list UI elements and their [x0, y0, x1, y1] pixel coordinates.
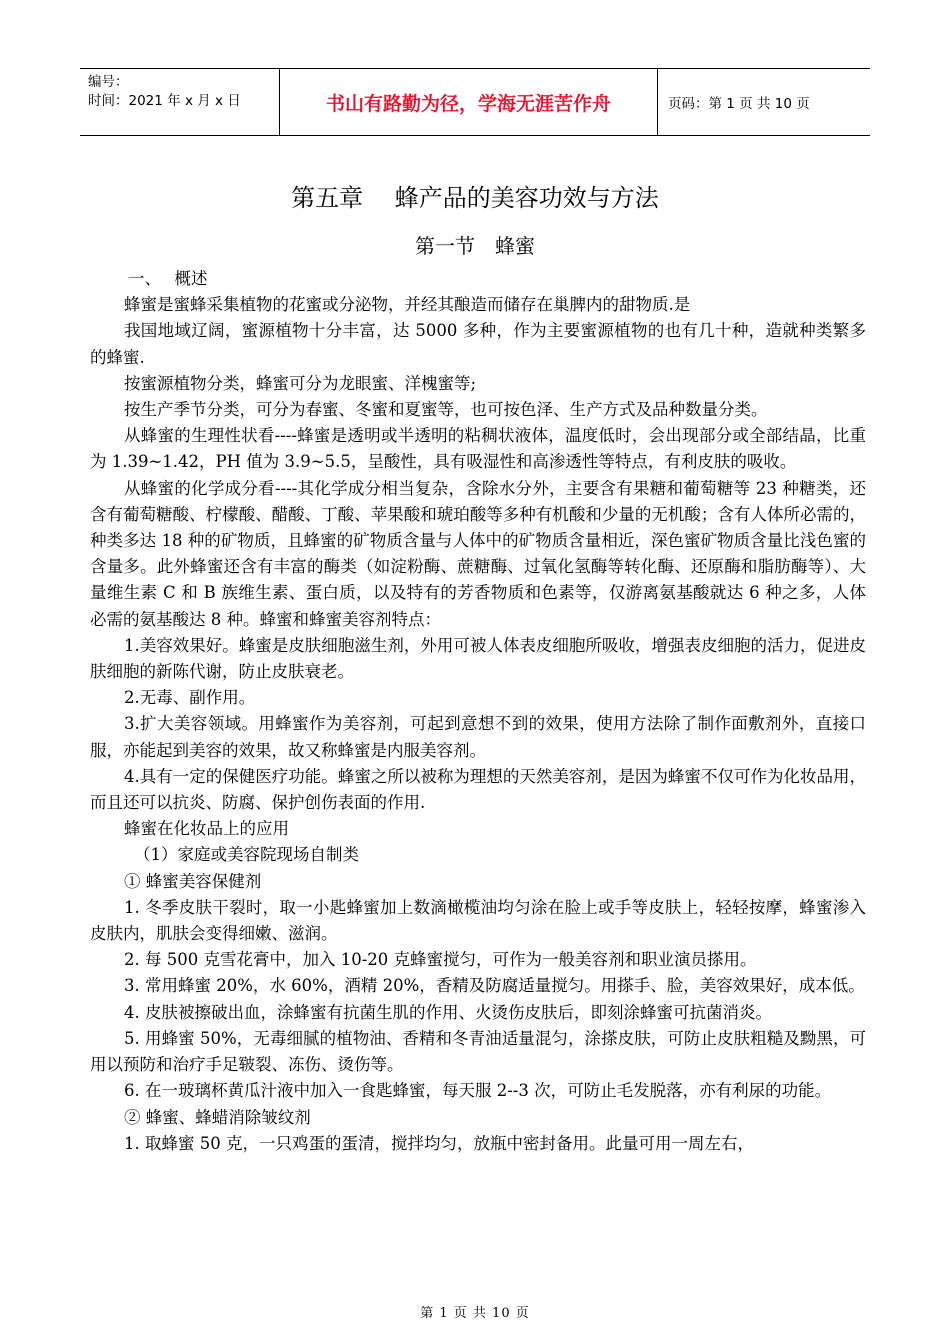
header-meta	[80, 69, 280, 135]
list-item: 2. 每 500 克雪花膏中，加入 10-20 克蜂蜜搅匀，可作为一般美容剂和职业演员搽用。	[124, 950, 757, 970]
list-item: 4.具有一定的保健医疗功能。蜂蜜之所以被称为理想的天然美容剂，是因为蜂蜜不仅可作为化妆品用，而且还可以抗炎、防腐、保护创伤表面的作用.	[90, 766, 866, 813]
list-item: 1.美容效果好。蜂蜜是皮肤细胞滋生剂，外用可被人体表皮细胞所吸收，增强表皮细胞的活力，促进皮肤细胞的新陈代谢，防止皮肤衰老。	[90, 635, 866, 682]
list-item: 3.扩大美容领域。用蜂蜜作为美容剂，可起到意想不到的效果，使用方法除了制作面敷剂外，直接口服，亦能起到美容的效果，故又称蜂蜜是内服美容剂。	[90, 714, 866, 760]
paragraph: 从蜂蜜的生理性状看----蜂蜜是透明或半透明的粘稠状液体，温度低时，会出现部分或全部结晶，比重为 1.39~1.42，PH 值为 3.9~5.5，呈酸性，具有吸湿性和高渗透性等特点，有利皮肤的吸收。	[90, 426, 866, 472]
paragraph: 蜂蜜是蜜蜂采集植物的花蜜或分泌物，并经其酿造而储存在巢脾内的甜物质.是	[124, 295, 691, 315]
paragraph: 我国地域辽阔，蜜源植物十分丰富，达 5000 多种，作为主要蜜源植物的也有几十种，造就种类繁多的蜂蜜.	[90, 321, 866, 367]
header-motto: 书山有路勤为径，学海无涯苦作舟	[280, 69, 658, 135]
heading-overview: 一、 概述	[128, 269, 208, 288]
list-item: 3. 常用蜂蜜 20%，水 60%，酒精 20%，香精及防腐适量搅匀。用搽手、脸，美容效果好，成本低。	[124, 976, 865, 996]
chapter-title: 第五章 蜂产品的美容功效与方法	[291, 184, 659, 212]
document-body	[90, 266, 866, 1157]
page-header	[80, 68, 870, 136]
subheading: ① 蜂蜜美容保健剂	[124, 871, 262, 891]
subheading: ② 蜂蜜、蜂蜡消除皱纹剂	[124, 1107, 311, 1127]
section-title: 第一节 蜂蜜	[415, 234, 535, 258]
number-label: 编号：	[88, 74, 129, 90]
time-label: 时间：2021 年 x 月 x 日	[88, 93, 241, 109]
list-item: 1. 取蜂蜜 50 克，一只鸡蛋的蛋清，搅拌均匀，放瓶中密封备用。此量可用一周左右，	[124, 1133, 754, 1153]
list-item: 6. 在一玻璃杯黄瓜汁液中加入一食匙蜂蜜，每天服 2--3 次，可防止毛发脱落，亦有利尿的功能。	[124, 1081, 832, 1101]
subheading: 蜂蜜在化妆品上的应用	[124, 819, 289, 839]
page-footer: 第 1 页 共 10 页	[420, 1306, 530, 1321]
list-item: 5. 用蜂蜜 50%，无毒细腻的植物油、香精和冬青油适量混匀，涂搽皮肤，可防止皮肤粗糙及黝黑，可用以预防和治疗手足皲裂、冻伤、烫伤等。	[90, 1028, 866, 1075]
paragraph: 按生产季节分类，可分为春蜜、冬蜜和夏蜜等，也可按色泽、生产方式及品种数量分类。	[124, 400, 768, 420]
list-item: 2.无毒、副作用。	[124, 688, 256, 708]
paragraph: 从蜂蜜的化学成分看----其化学成分相当复杂，含除水分外，主要含有果糖和葡萄糖等 23 种糖类，还含有葡萄糖酸、柠檬酸、醋酸、丁酸、苹果酸和琥珀酸等多种有机酸和少量的无机酸；含有人体所必需的，种类多达 18 种的矿物质，且蜂蜜的矿物质含量与人体中的矿物质含量相近，深色蜜矿物质含量比浅色蜜的含量多。此外蜂蜜还含有丰富的酶类（如淀粉酶、蔗糖酶、过氧化氢酶等转化酶、还原酶和脂肪酶等）、大量维生素 C 和 B 族维生素、蛋白质，以及特有的芳香物质和色素等，仅游离氨基酸就达 6 种之多，人体必需的氨基酸达 8 种。蜂蜜和蜂蜜美容剂特点：	[90, 478, 866, 629]
list-item: 4. 皮肤被擦破出血，涂蜂蜜有抗菌生肌的作用、火烫伤皮肤后，即刻涂蜂蜜可抗菌消炎。	[124, 1002, 772, 1022]
subheading: （1）家庭或美容院现场自制类	[134, 845, 359, 865]
header-page-label: 页码：第 1 页 共 10 页	[668, 96, 810, 112]
list-item: 1. 冬季皮肤干裂时，取一小匙蜂蜜加上数滴橄榄油均匀涂在脸上或手等皮肤上，轻轻按摩，蜂蜜渗入皮肤内，肌肤会变得细嫩、滋润。	[90, 897, 866, 944]
paragraph: 按蜜源植物分类，蜂蜜可分为龙眼蜜、洋槐蜜等;	[124, 373, 477, 393]
